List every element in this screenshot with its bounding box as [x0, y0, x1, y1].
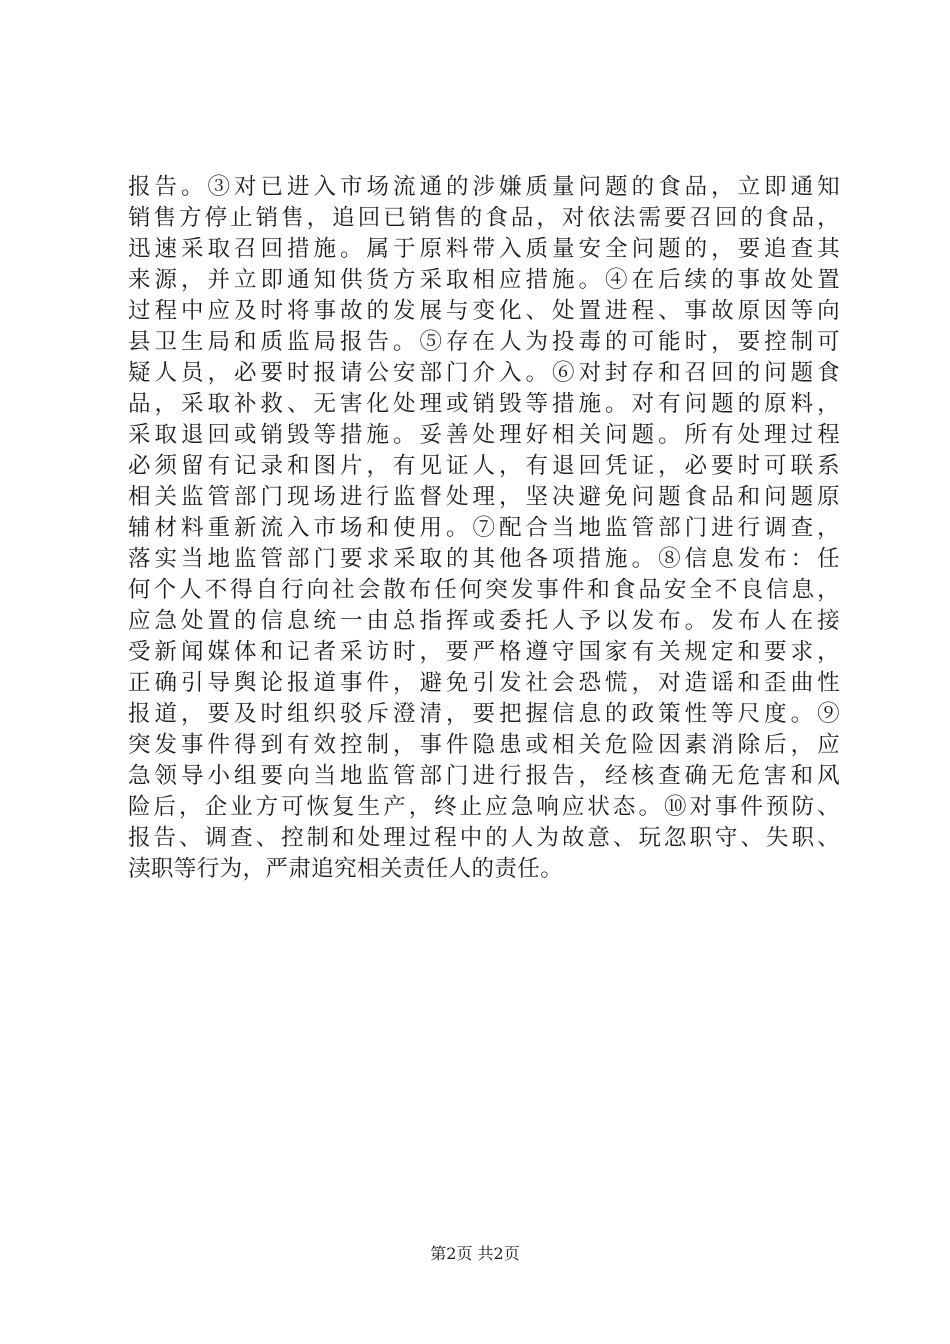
- body-paragraph: [128, 172, 840, 885]
- text-line: 品，采取补救、无害化处理或销毁等措施。对有问题的原料，: [128, 391, 840, 417]
- text-line: 报告、调查、控制和处理过程中的人为故意、玩忽职守、失职、: [128, 825, 840, 851]
- text-line-last: 渎职等行为，严肃追究相关责任人的责任。: [128, 856, 564, 882]
- text-line: 相关监管部门现场进行监督处理，坚决避免问题食品和问题原: [128, 484, 840, 510]
- text-line: 落实当地监管部门要求采取的其他各项措施。⑧信息发布：任: [128, 546, 840, 572]
- page-footer: 第2页 共2页: [430, 1244, 520, 1263]
- text-line: 险后，企业方可恢复生产，终止应急响应状态。⑩对事件预防、: [128, 794, 840, 820]
- text-line: 采取退回或销毁等措施。妥善处理好相关问题。所有处理过程: [128, 422, 840, 448]
- text-line: 报道，要及时组织驳斥澄清，要把握信息的政策性等尺度。⑨: [128, 701, 840, 727]
- text-line: 迅速采取召回措施。属于原料带入质量安全问题的，要追查其: [128, 236, 840, 262]
- text-line: 何个人不得自行向社会散布任何突发事件和食品安全不良信息，: [128, 577, 840, 603]
- text-line: 疑人员，必要时报请公安部门介入。⑥对封存和召回的问题食: [128, 360, 840, 386]
- text-line: 辅材料重新流入市场和使用。⑦配合当地监管部门进行调查，: [128, 515, 840, 541]
- text-line: 必须留有记录和图片，有见证人，有退回凭证，必要时可联系: [128, 453, 840, 479]
- text-line: 应急处置的信息统一由总指挥或委托人予以发布。发布人在接: [128, 608, 840, 634]
- text-line: 过程中应及时将事故的发展与变化、处置进程、事故原因等向: [128, 298, 840, 324]
- text-line: 突发事件得到有效控制，事件隐患或相关危险因素消除后，应: [128, 732, 840, 758]
- text-line: 销售方停止销售，追回已销售的食品，对依法需要召回的食品，: [128, 205, 840, 231]
- text-line: 报告。③对已进入市场流通的涉嫌质量问题的食品，立即通知: [128, 174, 840, 200]
- text-line: 来源，并立即通知供货方采取相应措施。④在后续的事故处置: [128, 267, 840, 293]
- text-line: 急领导小组要向当地监管部门进行报告，经核查确无危害和风: [128, 763, 840, 789]
- text-line: 正确引导舆论报道事件，避免引发社会恐慌，对造谣和歪曲性: [128, 670, 840, 696]
- text-line: 受新闻媒体和记者采访时，要严格遵守国家有关规定和要求，: [128, 639, 840, 665]
- text-line: 县卫生局和质监局报告。⑤存在人为投毒的可能时，要控制可: [128, 329, 840, 355]
